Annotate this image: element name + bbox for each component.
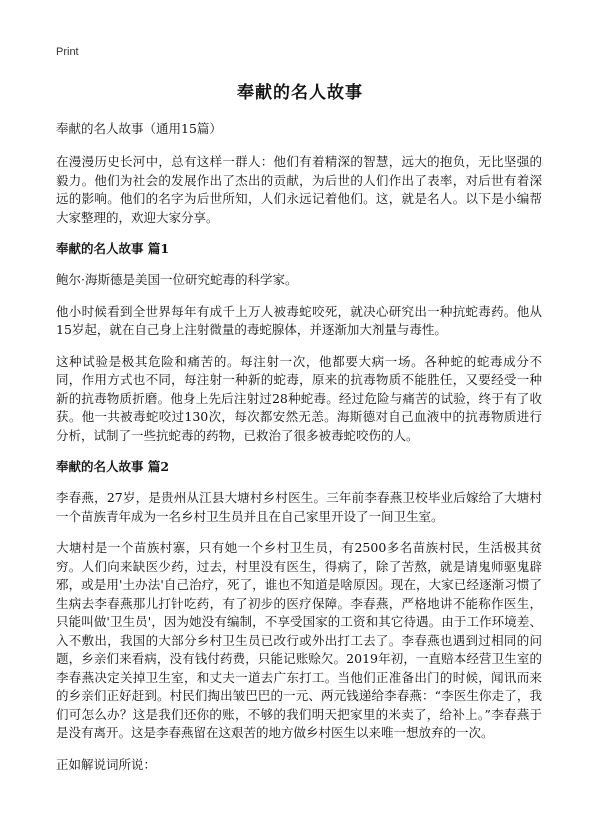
paragraph: 他小时候看到全世界每年有成千上万人被毒蛇咬死，就决心研究出一种抗蛇毒药。他从15岁起，就在自己身上注射微量的毒蛇腺体，并逐渐加大剂量与毒性。 [56,303,542,337]
section-heading: 奉献的名人故事 篇2 [56,459,170,474]
print-link[interactable]: Print [56,46,79,58]
paragraph: 正如解说词所说： [56,756,157,772]
section-1 [56,240,542,445]
article-subtitle: 奉献的名人故事（通用15篇） [56,121,222,136]
section-2 [56,458,542,774]
page-title: 奉献的名人故事 [237,83,363,103]
paragraph: 大塘村是一个苗族村寨，只有她一个乡村卫生员，有2500多名苗族村民，生活极其贫穷。人们向来缺医少药，过去，村里没有医生，得病了，除了苦熬，就是请鬼师驱鬼辟邪，或是用'土办法'自己治疗，死了，谁也不知道是啥原因。现在，大家已经逐渐习惯了生病去李春燕那儿打针吃药，有了初步的医疗保障。李春燕，严格地讲不能称作医生，只能叫做'卫生员'，因为她没有编制，不享受国家的工资和其它待遇。由于工作环境差、入不敷出，我国的大部分乡村卫生员已改行或外出打工去了。李春燕也遇到过相同的问题，乡亲们来看病，没有钱付药费，只能记账赊欠。2019年初，一直赔本经营卫生室的李春燕决定关掉卫生室，和丈夫一道去广东打工。当他们正准备出门的时候，闻讯而来的乡亲们正好赶到。村民们掏出皱巴巴的一元、两元钱递给李春燕：“李医生你走了，我们可怎么办？这是我们还你的账，不够的我们明天把家里的米卖了，给补上。”李春燕于是没有离开。这是李春燕留在这艰苦的地方做乡村医生以来唯一想放弃的一次。 [56,540,542,740]
paragraph: 李春燕，27岁，是贵州从江县大塘村乡村医生。三年前李春燕卫校毕业后嫁给了大塘村一个苗族青年成为一名乡村卫生员并且在自己家里开设了一间卫生室。 [56,490,542,524]
intro-paragraph: 在漫漫历史长河中，总有这样一群人：他们有着精深的智慧，远大的抱负，无比坚强的毅力。他们为社会的发展作出了杰出的贡献，为后世的人们作出了表率，对后世有着深远的影响。他们的名字为后世所知，人们永远记着他们。这，就是名人。以下是小编帮大家整理的，欢迎大家分享。 [56,154,542,225]
article-body [56,120,542,787]
paragraph: 鲍尔·海斯德是美国一位研究蛇毒的科学家。 [56,272,298,287]
paragraph: 这种试验是极其危险和痛苦的。每注射一次，他都要大病一场。各种蛇的蛇毒成分不同，作用方式也不同，每注射一种新的蛇毒，原来的抗毒物质不能胜任，又要经受一种新的抗毒物质折磨。他身上先后注射过28种蛇毒。经过危险与痛苦的试验，终于有了收获。他一共被毒蛇咬过130次，每次都安然无恙。海斯德对自己血液中的抗毒物质进行分析，试制了一些抗蛇毒的药物，已救治了很多被毒蛇咬伤的人。 [56,353,542,443]
section-heading: 奉献的名人故事 篇1 [56,241,170,256]
